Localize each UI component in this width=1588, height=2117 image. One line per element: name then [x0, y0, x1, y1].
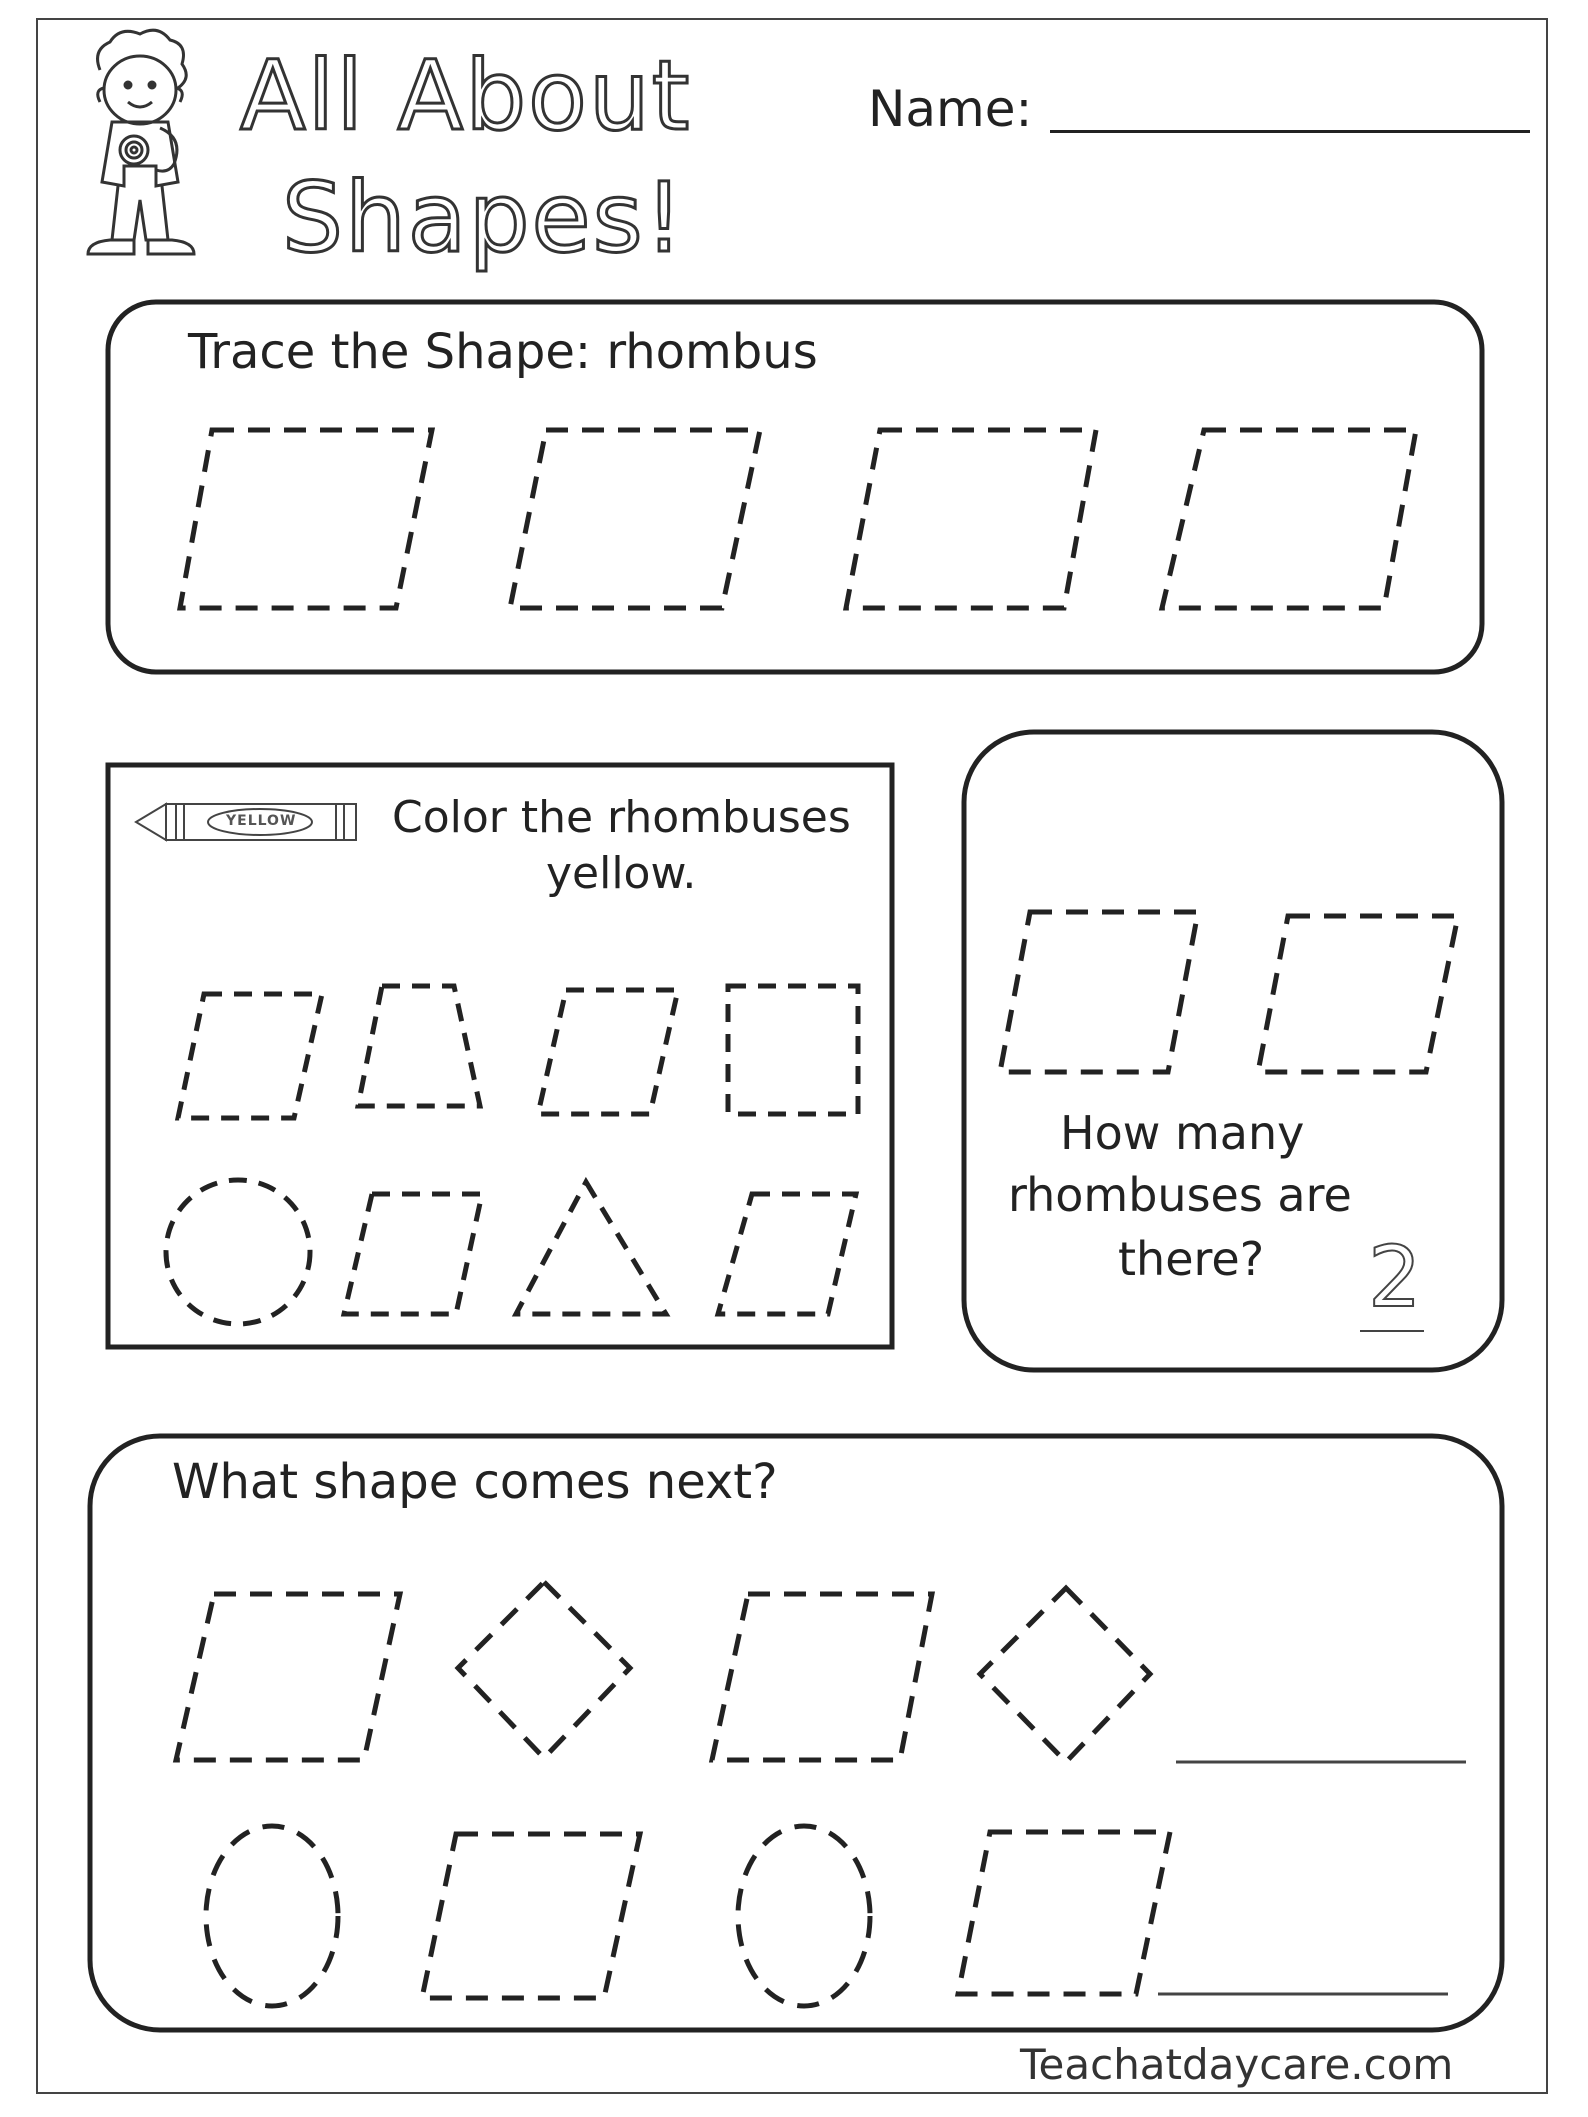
- crayon-label: YELLOW: [226, 813, 297, 829]
- footer-website: Teachatdaycare.com: [1020, 2040, 1454, 2089]
- trace-instruction: Trace the Shape: rhombus: [188, 324, 818, 380]
- name-line[interactable]: [1050, 130, 1530, 133]
- count-question-line-3: there?: [1118, 1232, 1265, 1286]
- pattern-question: What shape comes next?: [172, 1454, 778, 1510]
- count-question-line-1: How many: [1060, 1106, 1305, 1160]
- color-instruction-line-2: yellow.: [546, 848, 697, 899]
- title-line-1: All About: [240, 40, 692, 152]
- count-answer: 2: [1368, 1228, 1422, 1326]
- name-label: Name:: [868, 80, 1033, 138]
- title-line-2: Shapes!: [282, 162, 686, 274]
- color-instruction-line-1: Color the rhombuses: [392, 792, 851, 843]
- count-question-line-2: rhombuses are: [1008, 1168, 1352, 1222]
- count-answer-line: [1360, 1330, 1424, 1332]
